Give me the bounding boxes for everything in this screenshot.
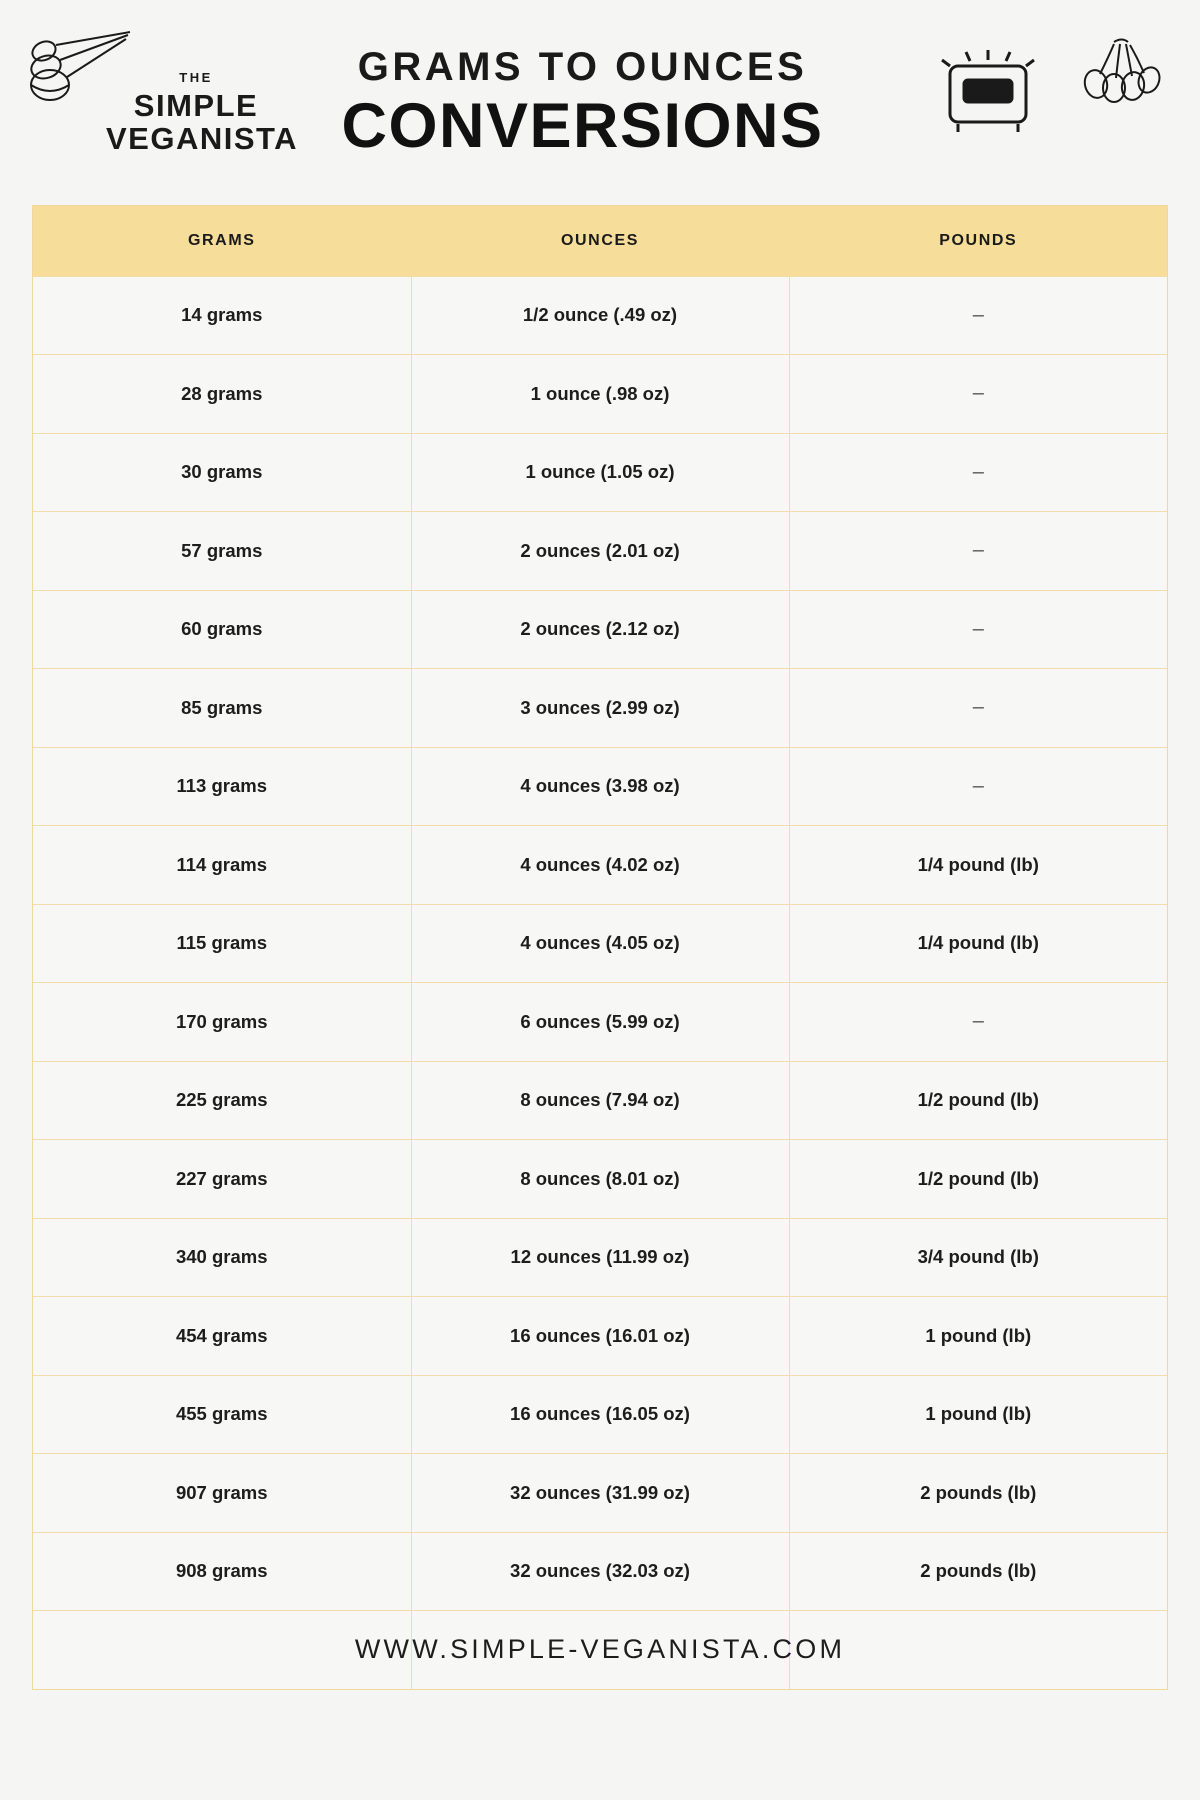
page-title-group [279,45,916,162]
conversion-table-wrap [32,205,1168,1690]
table-row [33,983,1167,1062]
measuring-spoons-fan-icon [1074,36,1166,149]
cell-grams: 908 grams [33,1532,411,1611]
table-row [33,747,1167,826]
cell-ounces: 2 ounces (2.01 oz) [411,512,789,591]
column-header-pounds: POUNDS [789,206,1167,276]
table-row [33,1454,1167,1533]
cell-pounds: – [789,983,1167,1062]
brand-the: THE [179,70,213,85]
table-row [33,512,1167,591]
table-row [33,1375,1167,1454]
cell-ounces: 16 ounces (16.05 oz) [411,1375,789,1454]
cell-ounces: 6 ounces (5.99 oz) [411,983,789,1062]
website-url[interactable]: WWW.SIMPLE-VEGANISTA.COM [354,1634,846,1664]
cell-grams: 907 grams [33,1454,411,1533]
cell-pounds: 2 pounds (lb) [789,1532,1167,1611]
header-icons [916,15,1166,190]
cell-grams: 170 grams [33,983,411,1062]
table-row [33,1297,1167,1376]
cell-ounces: 1/2 ounce (.49 oz) [411,276,789,355]
table-body [33,276,1167,1689]
cell-grams: 225 grams [33,1061,411,1140]
cell-pounds: 3/4 pound (lb) [789,1218,1167,1297]
table-row [33,826,1167,905]
footer-band [33,1611,1167,1689]
cell-ounces: 12 ounces (11.99 oz) [411,1218,789,1297]
kitchen-scale-icon [924,36,1052,149]
cell-pounds: 1 pound (lb) [789,1375,1167,1454]
cell-pounds: 1/2 pound (lb) [789,1061,1167,1140]
header [0,0,1200,205]
cell-pounds: – [789,355,1167,434]
cell-grams: 114 grams [33,826,411,905]
cell-grams: 28 grams [33,355,411,434]
cell-grams: 454 grams [33,1297,411,1376]
table-row [33,1061,1167,1140]
cell-grams: 340 grams [33,1218,411,1297]
cell-grams: 115 grams [33,904,411,983]
cell-grams: 85 grams [33,669,411,748]
brand-veganista: VEGANISTA [106,121,299,157]
cell-grams: 30 grams [33,433,411,512]
brand-logo [14,15,299,190]
cell-grams: 227 grams [33,1140,411,1219]
cell-pounds: 1/2 pound (lb) [789,1140,1167,1219]
brand-simple: SIMPLE [133,88,259,123]
cell-ounces: 32 ounces (31.99 oz) [411,1454,789,1533]
table-row [33,904,1167,983]
table-row [33,276,1167,355]
table-row [33,669,1167,748]
cell-grams: 14 grams [33,276,411,355]
table-header-row [33,206,1167,276]
cell-grams: 60 grams [33,590,411,669]
cell-pounds: – [789,669,1167,748]
cell-pounds: 1/4 pound (lb) [789,904,1167,983]
cell-pounds: 1 pound (lb) [789,1297,1167,1376]
conversion-table [33,206,1167,1689]
cell-ounces: 4 ounces (3.98 oz) [411,747,789,826]
table-row [33,433,1167,512]
table-row [33,355,1167,434]
cell-ounces: 3 ounces (2.99 oz) [411,669,789,748]
cell-pounds: – [789,433,1167,512]
cell-ounces: 8 ounces (8.01 oz) [411,1140,789,1219]
cell-pounds: – [789,512,1167,591]
page-title-top: GRAMS TO OUNCES [357,45,808,90]
cell-pounds: – [789,747,1167,826]
cell-ounces: 2 ounces (2.12 oz) [411,590,789,669]
column-header-grams: GRAMS [33,206,411,276]
cell-grams: 57 grams [33,512,411,591]
table-row [33,590,1167,669]
cell-pounds: – [789,276,1167,355]
cell-ounces: 1 ounce (1.05 oz) [411,433,789,512]
cell-ounces: 4 ounces (4.02 oz) [411,826,789,905]
table-row [33,1532,1167,1611]
cell-pounds: 1/4 pound (lb) [789,826,1167,905]
cell-ounces: 1 ounce (.98 oz) [411,355,789,434]
cell-ounces: 32 ounces (32.03 oz) [411,1532,789,1611]
cell-grams: 455 grams [33,1375,411,1454]
table-row [33,1218,1167,1297]
table-header [33,206,1167,276]
cell-pounds: – [789,590,1167,669]
brand-wordmark [106,70,299,157]
page-title: CONVERSIONS [341,91,824,162]
cell-ounces: 8 ounces (7.94 oz) [411,1061,789,1140]
column-header-ounces: OUNCES [411,206,789,276]
table-row [33,1140,1167,1219]
cell-pounds: 2 pounds (lb) [789,1454,1167,1533]
cell-grams: 113 grams [33,747,411,826]
cell-ounces: 4 ounces (4.05 oz) [411,904,789,983]
cell-ounces: 16 ounces (16.01 oz) [411,1297,789,1376]
